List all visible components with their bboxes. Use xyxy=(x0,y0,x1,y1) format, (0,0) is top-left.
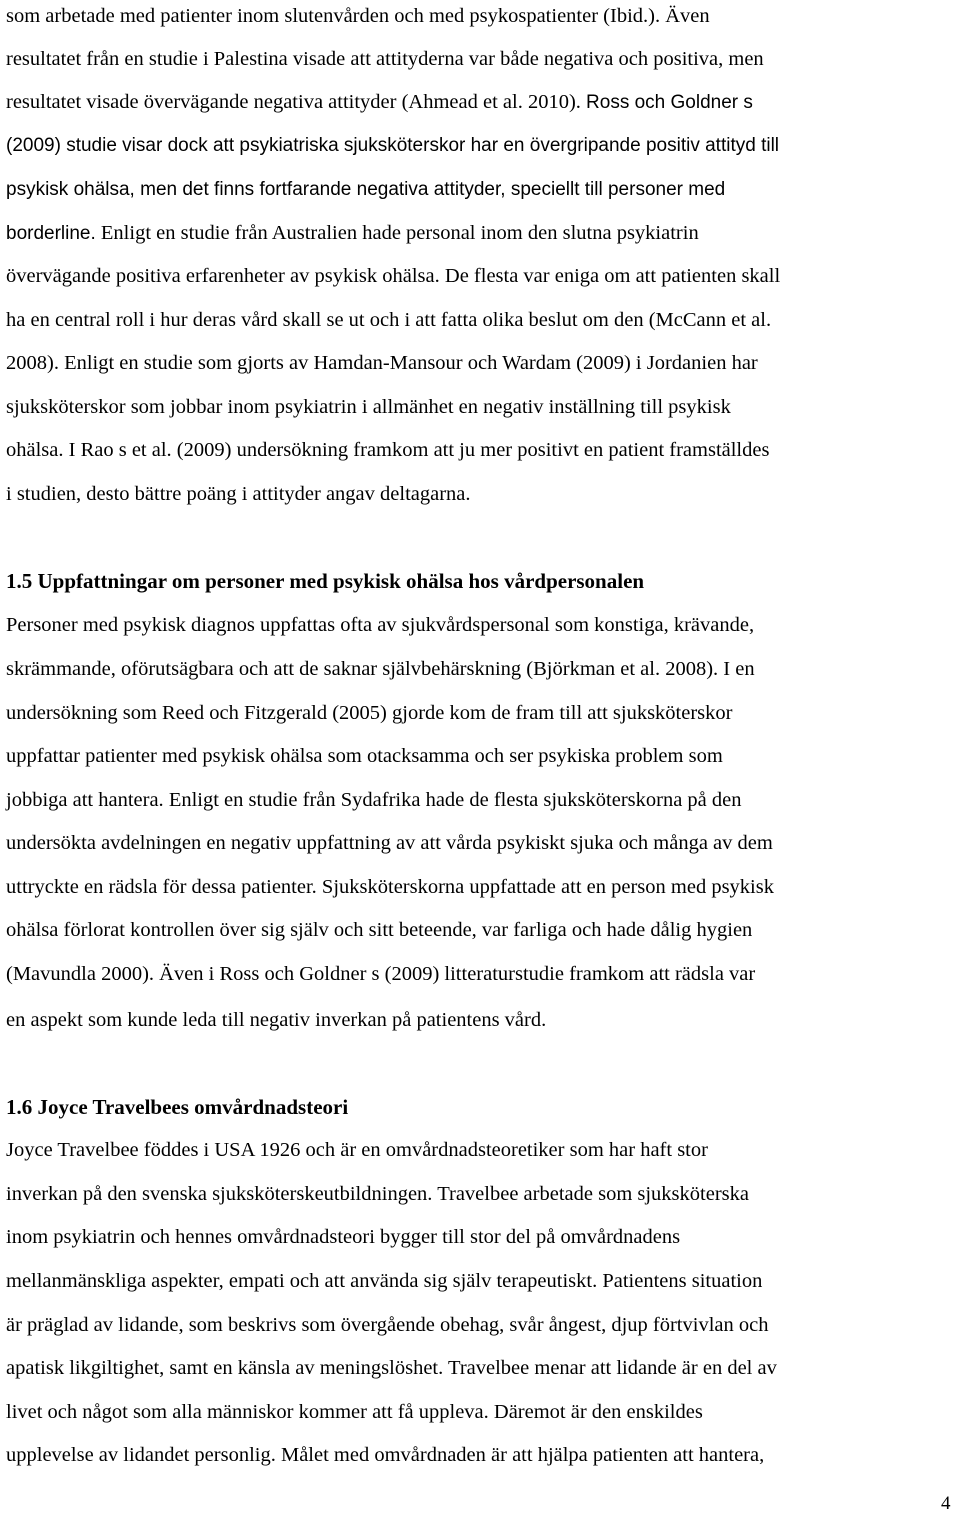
text-segment: upplevelse av lidandet personlig. xyxy=(6,1444,276,1466)
text-line xyxy=(6,873,774,901)
text-segment: apatisk likgiltighet, samt en känsla av meningslöshet. xyxy=(6,1357,444,1379)
text-segment: övervägande positiva erfarenheter av psykisk ohälsa. xyxy=(6,265,440,287)
text-segment: ohälsa. I Rao s et al. xyxy=(6,439,172,461)
text-line xyxy=(6,480,471,508)
text-line xyxy=(6,436,769,464)
text-segment: uttryckte en rädsla för dessa patienter. xyxy=(6,876,317,898)
page-number: 4 xyxy=(941,1493,951,1514)
text-line xyxy=(6,2,710,30)
text-line xyxy=(6,1267,762,1295)
text-line xyxy=(6,393,731,421)
text-segment: Även i Ross och Goldner s (2009) litteraturstudie framkom att rädsla var xyxy=(159,963,756,985)
text-segment: I en xyxy=(723,658,755,680)
text-line xyxy=(6,1311,768,1339)
text-segment: Personer med psykisk diagnos uppfattas ofta av sjukvårdspersonal som konstiga, krävande, xyxy=(6,614,755,636)
text-line xyxy=(6,262,780,290)
text-segment: i studien, desto bättre poäng i attityder angav deltagarna. xyxy=(6,483,471,505)
text-segment: (2009) studie visar dock att psykiatriska sjuksköterskor har en övergripande positiv attityd till xyxy=(6,135,780,156)
text-segment: 2008). xyxy=(6,352,59,374)
text-line xyxy=(6,1354,777,1382)
text-segment: som arbetade med patienter inom slutenvården och med psykospatienter (Ibid.). Även xyxy=(6,5,710,27)
text-segment: Travelbee menar att lidande är en del av xyxy=(448,1357,777,1379)
text-segment: uppfattar patienter med psykisk ohälsa som otacksamma och ser psykiska problem som xyxy=(6,745,723,767)
text-segment: (2009) undersökning framkom att ju mer positivt en patient framställdes xyxy=(176,439,770,461)
text-segment: undersökta avdelningen en negativ uppfattning av att vårda psykiskt sjuka och många av dem xyxy=(6,832,773,854)
text-segment: Enligt en studie som gjorts av Hamdan-Mansour och Wardam (2009) i Jordanien har xyxy=(64,352,758,374)
text-segment: inom psykiatrin och hennes omvårdnadsteori bygger till stor del på omvårdnadens xyxy=(6,1226,681,1248)
text-segment: (Mavundla 2000). xyxy=(6,963,155,985)
text-line xyxy=(6,88,753,117)
text-segment: skrämmande, oförutsägbara och att de saknar självbehärskning (Björkman et al. 2008). xyxy=(6,658,719,680)
text-line xyxy=(6,45,764,73)
text-segment: ha en central roll i hur deras vård skall se ut och i att fatta olika beslut om den (McCann et al. xyxy=(6,309,772,331)
text-segment: Patientens situation xyxy=(602,1270,763,1292)
text-line xyxy=(6,829,773,857)
text-line xyxy=(6,306,771,334)
text-line xyxy=(6,1136,708,1164)
text-segment: undersökning som Reed och Fitzgerald (2005) gjorde kom de fram till att sjuksköterskor xyxy=(6,702,733,724)
text-segment: livet och något som alla människor kommer att få uppleva. xyxy=(6,1401,489,1423)
text-segment: ohälsa förlorat kontrollen över sig själv och sitt beteende, var farliga och hade dålig hygien xyxy=(6,919,753,941)
text-line xyxy=(6,132,779,160)
text-segment: Travelbee arbetade som sjuksköterska xyxy=(437,1183,749,1205)
text-segment: Joyce Travelbee föddes i USA 1926 och är en omvårdnadsteoretiker som har haft stor xyxy=(6,1139,708,1161)
text-segment: sjuksköterskor som jobbar inom psykiatrin i allmänhet en negativ inställning till psykisk xyxy=(6,396,731,418)
text-segment: De flesta var eniga om att patienten skall xyxy=(444,265,781,287)
text-line xyxy=(6,219,699,248)
text-line xyxy=(6,699,732,727)
text-segment: Däremot är den enskildes xyxy=(493,1401,703,1423)
text-line xyxy=(6,786,742,814)
text-line xyxy=(6,1441,764,1469)
text-segment: resultatet visade övervägande negativa attityder (Ahmead et al. 2010). xyxy=(6,91,581,113)
text-line xyxy=(6,1180,749,1208)
text-segment: inverkan på den svenska sjuksköterskeutbildningen. xyxy=(6,1183,433,1205)
text-segment: jobbiga att hantera. xyxy=(6,789,164,811)
text-segment: mellanmänskliga aspekter, empati och att använda sig själv terapeutiskt. xyxy=(6,1270,598,1292)
text-segment: Målet med omvårdnaden är att hjälpa patienten att hantera, xyxy=(280,1444,765,1466)
text-line xyxy=(6,611,754,639)
text-line xyxy=(6,1006,546,1034)
text-line xyxy=(6,960,755,988)
text-segment: borderline. xyxy=(6,223,96,244)
text-line xyxy=(6,349,758,377)
text-segment: är präglad av lidande, som beskrivs som övergående obehag, svår ångest, djup förtvivlan och xyxy=(6,1314,769,1336)
text-line xyxy=(6,916,752,944)
text-segment: psykisk ohälsa, men det finns fortfarande negativa attityder, speciellt till personer med xyxy=(6,179,726,200)
text-segment: Enligt en studie från Australien hade personal inom den slutna psykiatrin xyxy=(100,222,699,244)
section-heading: 1.6 Joyce Travelbees omvårdnadsteori xyxy=(6,1095,349,1119)
text-line xyxy=(6,176,725,204)
text-segment: en aspekt som kunde leda till negativ inverkan på patientens vård. xyxy=(6,1009,547,1031)
text-line xyxy=(6,1398,703,1426)
text-segment: resultatet från en studie i Palestina visade att attityderna var både negativa och positiva, men xyxy=(6,48,764,70)
section-heading: 1.5 Uppfattningar om personer med psykisk ohälsa hos vårdpersonalen xyxy=(6,569,645,593)
text-line xyxy=(6,1223,680,1251)
text-line xyxy=(6,655,755,683)
text-line xyxy=(6,742,723,770)
text-segment: Enligt en studie från Sydafrika hade de flesta sjuksköterskorna på den xyxy=(168,789,742,811)
text-segment: Sjuksköterskorna uppfattade att en person med psykisk xyxy=(321,876,774,898)
text-segment: Ross och Goldner s xyxy=(586,92,753,113)
